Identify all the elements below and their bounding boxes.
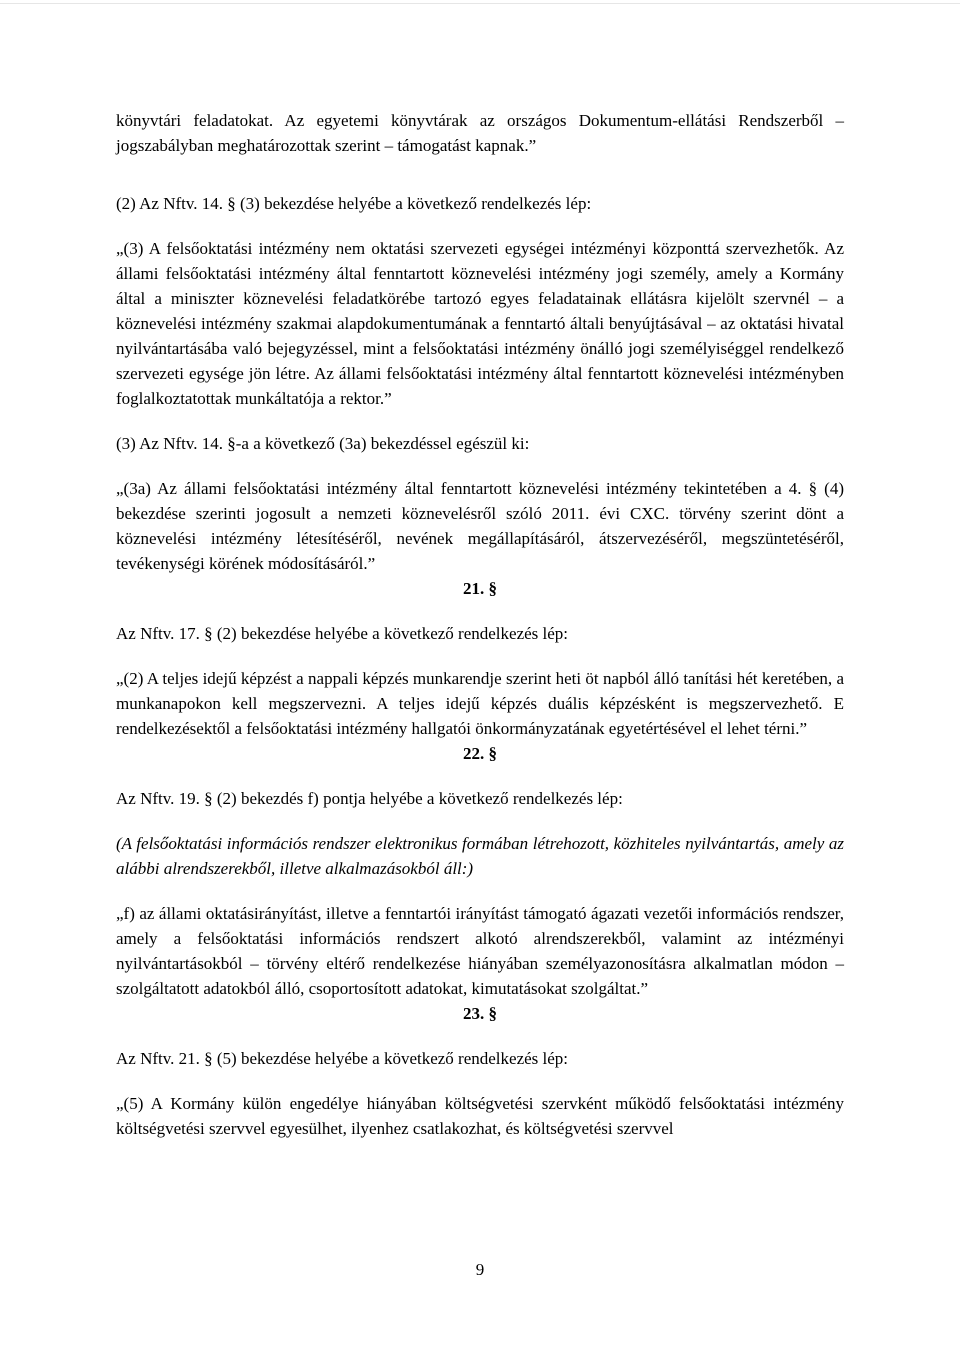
section-heading-21: 21. §: [463, 579, 497, 598]
paragraph-amendment-14-3a: (3) Az Nftv. 14. §-a a következő (3a) bekezdéssel egészül ki:: [116, 434, 530, 453]
paragraph-quoted-19-2f: „f) az állami oktatásirányítást, illetve a fenntartói irányítást támogató ágazati vezetői információs rendszer, amely a felsőoktatási információs rendszert alkotó alrendszerekből, valamint az intézményi nyilvántartásokból – törvény eltérő rendelkezése hiányában személyazonosításra alkalmatlan módon – szolgáltatott adatokból álló, csoportosított adatokat, kimutatásokat szolgáltat.”: [116, 904, 844, 998]
scan-top-edge: [0, 3, 960, 4]
paragraph-quoted-17-2: „(2) A teljes idejű képzést a nappali képzés munkarendje szerint heti öt napból álló tanítási hét keretében, a munkanapokon kell megszervezni. A teljes idejű képzés duális képzésként is megszervezhető. E rendelkezésektől a felsőoktatási intézmény hallgatói önkormányzatának egyetértésével el lehet térni.”: [116, 669, 844, 738]
document-body: [116, 108, 844, 1141]
paragraph-quoted-14-3: „(3) A felsőoktatási intézmény nem oktatási szervezeti egységei intézményi központtá szervezhetők. Az állami felsőoktatási intézmény által fenntartott köznevelési intézmény jogi személy, amely a Kormány által a miniszter köznevelési feladatkörébe tartozó egyes feladatainak ellátásra kijelölt szervnél – a köznevelési intézmény szakmai alapdokumentumának a fenntartó általi benyújtásával – az oktatási hivatal nyilvántartásába való bejegyzéssel, mint a felsőoktatási intézmény önálló jogi személyiséggel rendelkező szervezeti egysége jön létre. Az állami felsőoktatási intézmény által fenntartott köznevelési intézményben foglalkoztatottak munkáltatója a rektor.”: [116, 239, 844, 408]
paragraph-amendment-21-5: Az Nftv. 21. § (5) bekezdése helyébe a következő rendelkezés lép:: [116, 1049, 569, 1068]
section-heading-23: 23. §: [463, 1004, 497, 1023]
section-heading-22: 22. §: [463, 744, 497, 763]
paragraph-context-italic: (A felsőoktatási információs rendszer elektronikus formában létrehozott, közhiteles nyilvántartás, amely az alábbi alrendszerekből, illetve alkalmazásokból áll:): [116, 834, 844, 878]
paragraph-quoted-21-5: „(5) A Kormány külön engedélye hiányában költségvetési szervként működő felsőoktatási intézmény költségvetési szervvel egyesülhet, ilyenhez csatlakozhat, és költségvetési szervvel: [116, 1094, 844, 1138]
paragraph-quoted-14-3a: „(3a) Az állami felsőoktatási intézmény által fenntartott köznevelési intézmény tekintetében a 4. § (4) bekezdése szerinti jogosult a nemzeti köznevelésről szóló 2011. évi CXC. törvény szerint dönt a köznevelési intézmény létesítéséről, nevének megállapításáról, átszervezéséről, megszüntetéséről, tevékenységi körének módosításáról.”: [116, 479, 844, 573]
paragraph-amendment-14-3: (2) Az Nftv. 14. § (3) bekezdése helyébe a következő rendelkezés lép:: [116, 194, 592, 213]
page-number: 9: [475, 1260, 485, 1279]
paragraph-continuation: könyvtári feladatokat. Az egyetemi könyvtárak az országos Dokumentum-ellátási Rendszerből – jogszabályban meghatározottak szerint – támogatást kapnak.”: [116, 111, 844, 155]
paragraph-amendment-19-2f: Az Nftv. 19. § (2) bekezdés f) pontja helyébe a következő rendelkezés lép:: [116, 789, 623, 808]
paragraph-amendment-17-2: Az Nftv. 17. § (2) bekezdése helyébe a következő rendelkezés lép:: [116, 624, 569, 643]
